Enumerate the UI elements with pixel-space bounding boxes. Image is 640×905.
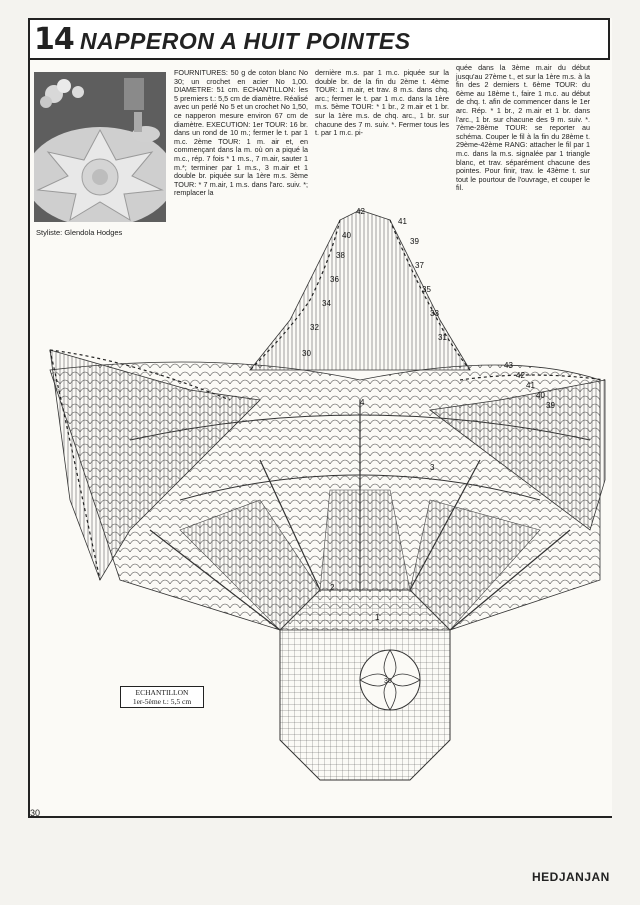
chart-label-right-4: 40 (536, 391, 545, 400)
page-title: NAPPERON A HUIT POINTES (80, 28, 411, 54)
chart-label-top-13: 30 (302, 349, 311, 358)
chart-label-top-6: 37 (415, 261, 424, 270)
ring-mark-2: 3 (430, 463, 435, 472)
chart-label-top-11: 32 (310, 323, 319, 332)
chart-label-top-3: 40 (342, 231, 351, 240)
chart-label-top-1: 42 (356, 207, 365, 216)
photo-caption: Styliste: Glendola Hodges (36, 228, 123, 237)
ring-mark-4: 1 (375, 613, 380, 622)
chart-label-top-2: 41 (398, 217, 407, 226)
chart-label-top-9: 34 (322, 299, 331, 308)
crochet-chart (30, 200, 610, 810)
chart-label-top-5: 38 (336, 251, 345, 260)
pattern-number: 14 (34, 22, 74, 57)
sample-box-title: ECHANTILLON (135, 688, 189, 697)
chart-label-right-5: 39 (546, 401, 555, 410)
chart-label-right-3: 41 (526, 381, 535, 390)
sample-box-measure: 1er-5ème t.: 5,5 cm (132, 697, 192, 706)
chart-label-right-1: 43 (504, 361, 513, 370)
uploader-signature: HEDJANJAN (532, 870, 610, 884)
instructions-column-1: FOURNITURES: 50 g de coton blanc No 30; un crochet en acier No 1,00. DIAMETRE: 51 cm. ECHANTILLON: les 5 premiers t.: 5,5 cm de diamètre. Réalisé avec un perlé No 5 et un crochet No 1,50, ce napperon mesure environ 67 cm de diamètre. EXECUTION: 1er TOUR: 16 br. dans un rond de 10 m.; fermer le t. par 1 m.c. 2ème TOUR: 1 m. air et, en commençant dans la m. où on a piqué la m.c., rép. 7 fois * 1 m.s., 7 m.air, sauter 1 m.*; terminer par 1 m.s., 3 m.air et 1 double br. piquée sur la 1ère m.s. 3ème TOUR: * 7 m.air, 1 m.s. dans l'arc. suiv. *; remplacer la (174, 68, 308, 198)
chart-label-top-4: 39 (410, 237, 419, 246)
title-bar (28, 18, 610, 60)
chart-label-top-10: 33 (430, 309, 439, 318)
chart-label-right-2: 42 (516, 371, 525, 380)
instructions-column-2: dernière m.s. par 1 m.c. piquée sur la double br. de la fin du 2ème t. 4ème TOUR: 1 m.air, et trav. 8 m.s. dans chq. arc.; fermer le t. par 1 m.c. dans la 1ère m.s. 5ème TOUR: * 1 br., 2 m.air et 1 br. sur la 1ère m.s. de chq. arc., 1 br. sur chacune des 7 m. suiv. *. Fermer tous les t. par 1 m.c. pi- (315, 68, 449, 138)
ring-mark-3: 2 (330, 583, 335, 592)
chart-label-top-8: 35 (422, 285, 431, 294)
sample-box (120, 686, 204, 708)
ring-mark-1: 4 (360, 398, 365, 407)
frame-bottom-rule (28, 816, 612, 818)
page-number: 30 (30, 808, 41, 818)
chart-label-center: 30 (384, 678, 392, 685)
top-point (250, 210, 470, 370)
chart-label-top-12: 31 (438, 333, 447, 342)
instructions-column-3: quée dans la 3ème m.air du début jusqu'au 27ème t., et sur la 1ère m.s. à la fin des 2 derniers t. 6ème TOUR: du 6ème au 18ème t., faire 1 m.c. au début de chq. t. afin de commencer dans le 1er arc. Rép. * 1 br., 2 m.air et 1 br. dans l'arc., 1 br. sur chacune des 9 m. suiv. *. 7ème-28ème TOUR: se reporter au schéma. Couper le fil à la fin du 28ème t. 29ème-42ème RANG: attacher le fil par 1 m.c. dans la m.s. signalée par 1 triangle blanc, et trav. séparément chacune des pointes. Pour finir, trav. le 43ème t. sur tout le pourtour de l'ouvrage, et couper le fil. (456, 63, 590, 193)
chart-label-top-7: 36 (330, 275, 339, 284)
